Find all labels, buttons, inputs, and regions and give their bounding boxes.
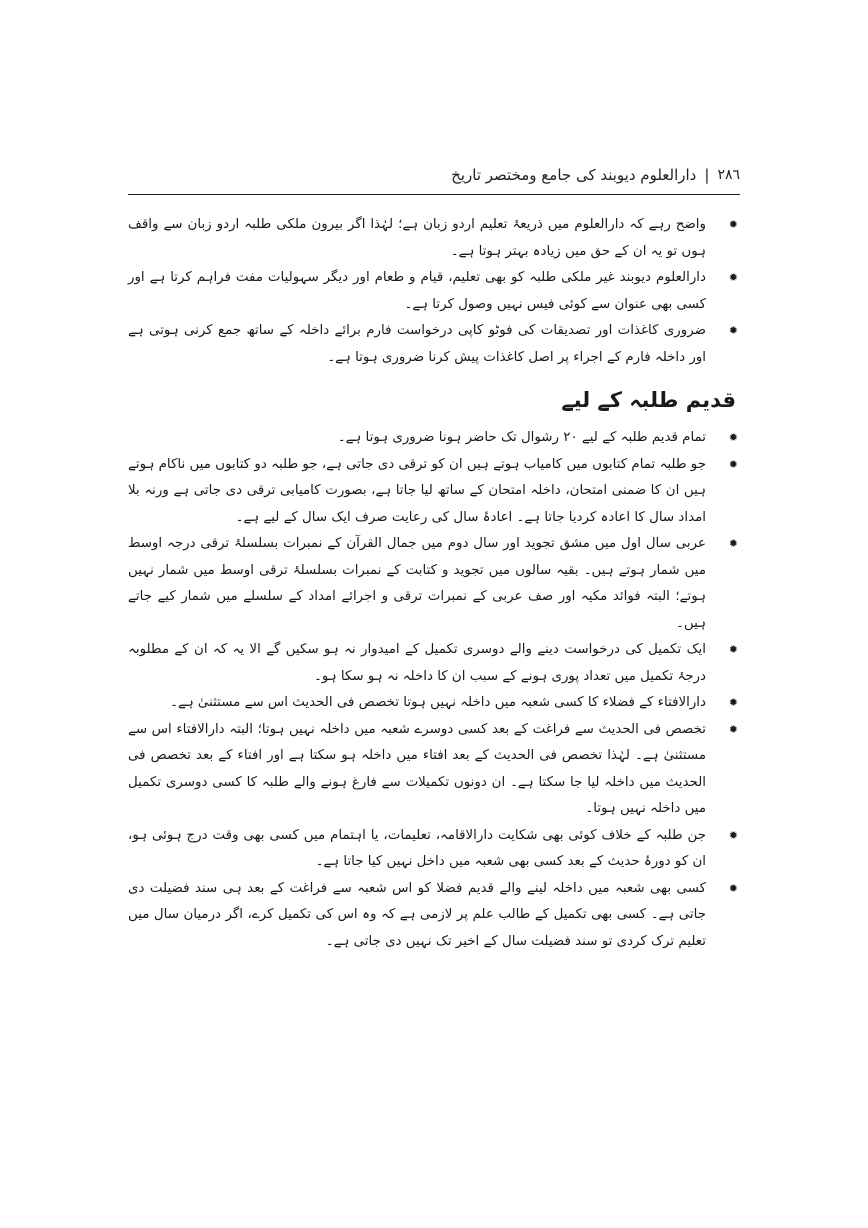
asterisk-bullet-icon: ✹	[728, 537, 738, 550]
list-item-text: عربی سال اول میں مشق تجوید اور سال دوم میں جمال القرآن کے نمبرات بسلسلۂ ترقی درجہ اوسط میں شمار ہوتے ہیں۔ بقیہ سالوں میں تجوید و کتابت کے نمبرات بسلسلۂ ترقی اوسط میں شمار نہیں ہوتے؛ البتہ فوائد مکیہ اور صف عربی کے نمبرات ترقی و اجرائے امداد کے سلسلے میں شمار کیے جاتے ہیں۔	[128, 536, 706, 631]
asterisk-bullet-icon: ✹	[728, 828, 738, 842]
list-item	[128, 876, 740, 956]
list-item	[128, 212, 740, 265]
asterisk-bullet-icon: ✹	[728, 722, 738, 736]
page-body	[128, 212, 740, 955]
list-item-text: واضح رہے کہ دارالعلوم میں ذریعۂ تعلیم اردو زبان ہے؛ لہٰذا اگر بیرون ملکی طلبہ اردو زبان سے واقف ہوں تو یہ ان کے حق میں زیادہ بہتر ہوتا ہے۔	[128, 217, 706, 259]
list-item	[128, 531, 740, 637]
asterisk-bullet-icon: ✹	[728, 457, 738, 471]
list-item	[128, 452, 740, 532]
list-item	[128, 823, 740, 876]
asterisk-bullet-icon: ✹	[728, 324, 738, 337]
header-rule	[128, 194, 740, 195]
section-bullet-list	[128, 425, 740, 955]
list-item-text: ایک تکمیل کی درخواست دینے والے دوسری تکمیل کے امیدوار نہ ہو سکیں گے الا یہ کہ ان کے مطلوبہ درجۂ تکمیل میں تعداد پوری ہونے کے سبب ان کا داخلہ نہ ہو سکا ہو۔	[128, 642, 706, 684]
list-item-text: ضروری کاغذات اور تصدیقات کی فوٹو کاپی درخواست فارم برائے داخلہ کے ساتھ جمع کرنی ہوتی ہے اور داخلہ فارم کے اجراء پر اصل کاغذات پیش کرنا ضروری ہوتا ہے۔	[128, 323, 706, 365]
asterisk-bullet-icon: ✹	[728, 431, 738, 444]
list-item	[128, 265, 740, 318]
list-item	[128, 425, 740, 452]
list-item	[128, 637, 740, 690]
list-item-text: جن طلبہ کے خلاف کوئی بھی شکایت دارالاقامہ، تعلیمات، یا اہتمام میں کسی بھی وقت درج ہوئی ہو، ان کو دورۂ حدیث کے بعد کسی بھی شعبہ میں داخل نہیں کیا جاتا ہے۔	[128, 827, 706, 869]
header-separator: |	[704, 166, 710, 184]
list-item	[128, 717, 740, 823]
list-item	[128, 690, 740, 717]
asterisk-bullet-icon: ✹	[728, 271, 738, 284]
book-title: دارالعلوم دیوبند کی جامع ومختصر تاریخ	[451, 166, 697, 184]
list-item-text: جو طلبہ تمام کتابوں میں کامیاب ہوتے ہیں ان کو ترقی دی جاتی ہے، جو طلبہ دو کتابوں میں ناکام ہوتے ہیں ان کا ضمنی امتحان، داخلہ امتحان کے ساتھ لیا جاتا ہے، بصورت کامیابی ترقی دی جاتی ہے ورنہ بلا امداد سال کا اعادہ کردیا جاتا ہے۔ اعادۂ سال کی رعایت صرف ایک سال کے لیے ہے۔	[128, 456, 706, 525]
page-number: ٢٨٦	[717, 167, 740, 183]
running-head	[128, 160, 740, 190]
top-bullet-list	[128, 212, 740, 371]
list-item-text: تمام قدیم طلبہ کے لیے ٢٠ رشوال تک حاضر ہونا ضروری ہوتا ہے۔	[337, 430, 706, 445]
section-heading: قدیم طلبہ کے لیے	[561, 388, 736, 412]
list-item-text: تخصص فی الحدیث سے فراغت کے بعد کسی دوسرے شعبہ میں داخلہ نہیں ہوتا؛ البتہ دارالافتاء اس سے مستثنیٰ ہے۔ لہٰذا تخصص فی الحدیث کے بعد افتاء میں داخلہ ہو سکتا ہے اور افتاء کے بعد تخصص فی الحدیث میں داخلہ لیا جا سکتا ہے۔ ان دونوں تکمیلات سے فارغ ہونے والے طلبہ کا کسی دوسری تکمیل میں داخلہ نہیں ہوتا۔	[128, 721, 706, 816]
list-item-text: دارالافتاء کے فضلاء کا کسی شعبہ میں داخلہ نہیں ہوتا تخصص فی الحدیث اس سے مستثنیٰ ہے۔	[170, 695, 706, 710]
list-item-text: دارالعلوم دیوبند غیر ملکی طلبہ کو بھی تعلیم، قیام و طعام اور دیگر سہولیات مفت فراہم کرتا ہے اور کسی بھی عنوان سے کوئی فیس نہیں وصول کرتا ہے۔	[128, 270, 706, 312]
asterisk-bullet-icon: ✹	[728, 881, 738, 895]
list-item	[128, 318, 740, 371]
asterisk-bullet-icon: ✹	[728, 643, 738, 656]
asterisk-bullet-icon: ✹	[728, 696, 738, 709]
list-item-text: کسی بھی شعبہ میں داخلہ لینے والے قدیم فضلا کو اس شعبہ سے فراغت کے بعد ہی سند فضیلت دی جاتی ہے۔ کسی بھی تکمیل کے طالب علم پر لازمی ہے کہ وہ اس کی تکمیل کرے، اگر درمیان سال میں تعلیم ترک کردی تو سند فضیلت سال کے اخیر تک نہیں دی جاتی ہے۔	[128, 880, 706, 949]
asterisk-bullet-icon: ✹	[728, 218, 738, 231]
